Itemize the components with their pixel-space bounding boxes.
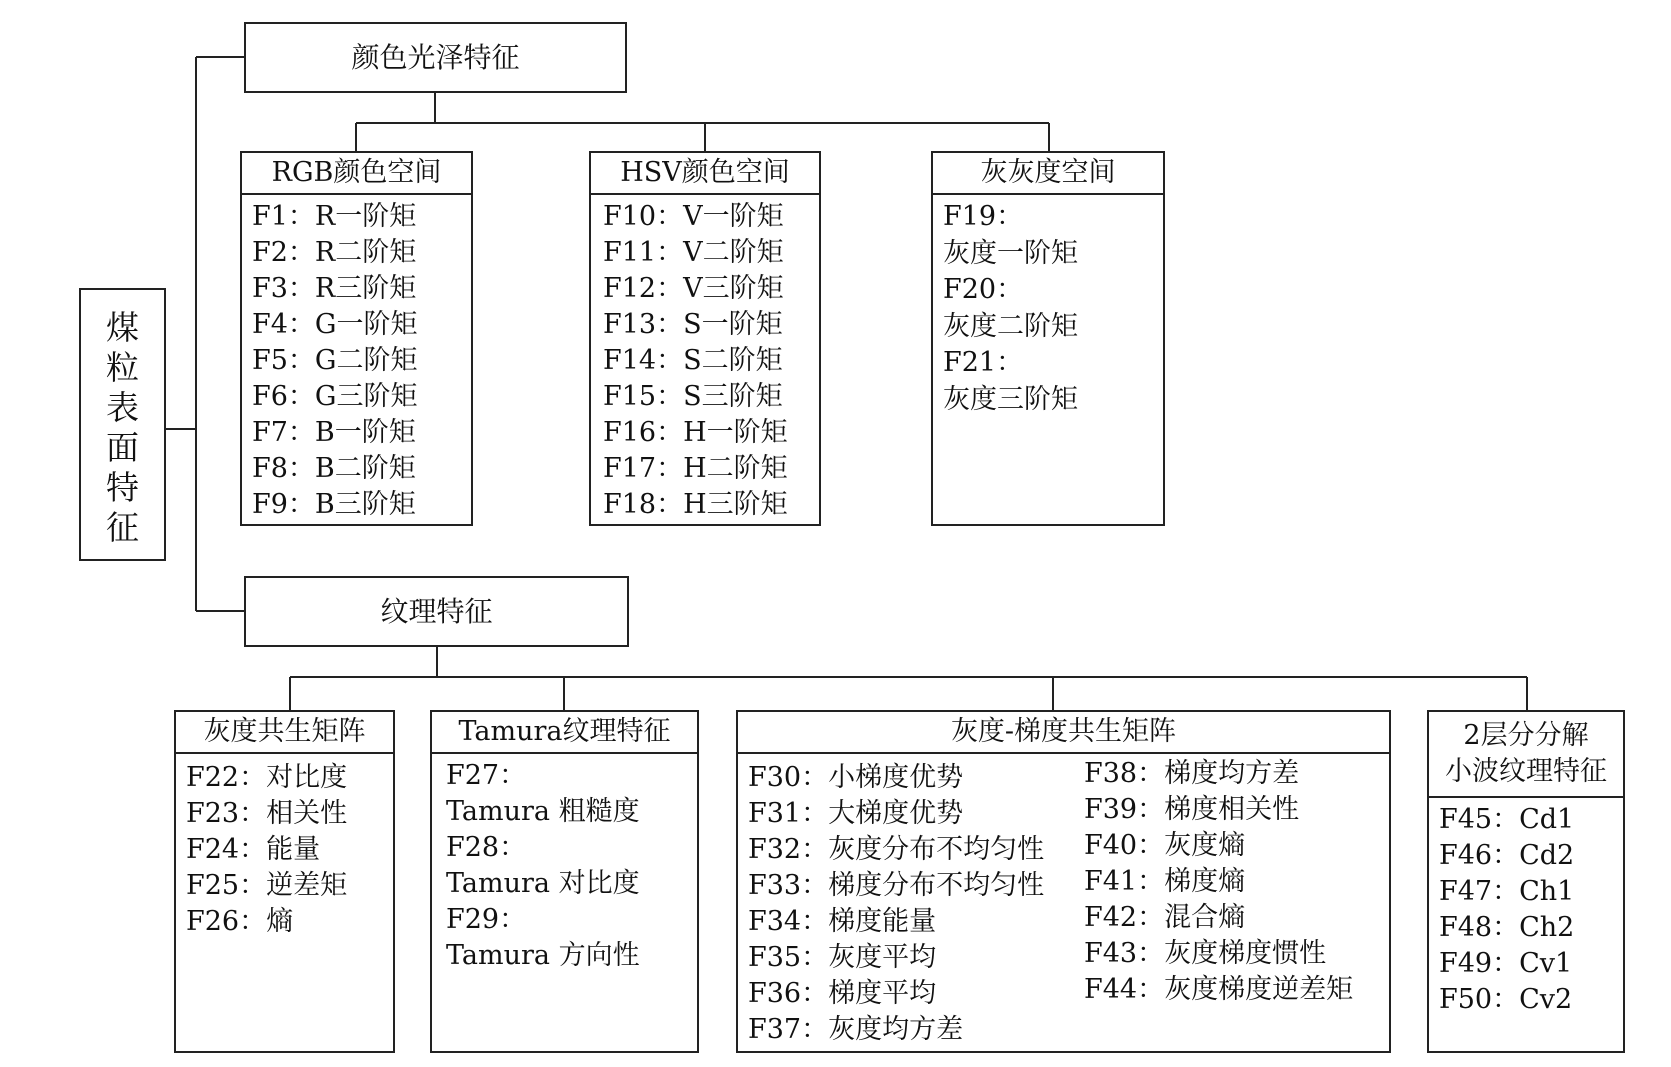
list-item: F50：Cv2 <box>1439 984 1573 1015</box>
list-item: 灰度二阶矩 <box>943 310 1078 342</box>
list-item: F19： <box>943 201 1024 232</box>
list-item: F43：灰度梯度惯性 <box>1084 938 1327 969</box>
wavelet-title-line2: 小波纹理特征 <box>1445 756 1607 787</box>
ggcm-list-right <box>1074 752 1353 1008</box>
list-item: F45：Cd1 <box>1439 804 1575 835</box>
list-item: F39：梯度相关性 <box>1084 794 1300 825</box>
list-item: F42：混合熵 <box>1084 902 1246 933</box>
hsv-list <box>591 195 819 523</box>
tamura-title: Tamura纹理特征 <box>432 712 697 754</box>
rgb-node <box>240 151 473 526</box>
root-node <box>79 288 166 561</box>
list-item: F34：梯度能量 <box>748 906 937 937</box>
ggcm-list-left <box>738 756 1044 1048</box>
list-item: F16：H一阶矩 <box>603 417 788 448</box>
list-item: F27： <box>446 760 527 791</box>
list-item: F38：梯度均方差 <box>1084 758 1300 789</box>
list-item: F29： <box>446 904 527 935</box>
tamura-node <box>430 710 699 1053</box>
list-item: F5：G二阶矩 <box>252 345 418 376</box>
ggcm-title: 灰度-梯度共生矩阵 <box>738 712 1389 754</box>
list-item: F46：Cd2 <box>1439 840 1575 871</box>
list-item: F1：R一阶矩 <box>252 201 417 232</box>
list-item: F31：大梯度优势 <box>748 798 964 829</box>
list-item: F3：R三阶矩 <box>252 273 417 304</box>
tamura-list <box>432 754 697 974</box>
list-item: Tamura 粗糙度 <box>446 796 640 827</box>
gray-space-node <box>931 151 1165 526</box>
root-label: 煤 粒 表 面 特 征 <box>106 308 139 547</box>
list-item: F18：H三阶矩 <box>603 489 788 520</box>
list-item: 灰度三阶矩 <box>943 383 1078 415</box>
wavelet-list <box>1429 798 1623 1018</box>
glcm-title: 灰度共生矩阵 <box>176 712 393 754</box>
list-item: F26：熵 <box>186 906 294 937</box>
texture-feature-title: 纹理特征 <box>380 595 493 628</box>
list-item: F4：G一阶矩 <box>252 309 418 340</box>
list-item: F35：灰度平均 <box>748 942 937 973</box>
wavelet-title <box>1429 712 1623 798</box>
list-item: Tamura 方向性 <box>446 940 640 971</box>
list-item: F32：灰度分布不均匀性 <box>748 834 1045 865</box>
list-item: F15：S三阶矩 <box>603 381 783 412</box>
list-item: 灰度一阶矩 <box>943 237 1078 269</box>
list-item: F36：梯度平均 <box>748 978 937 1009</box>
list-item: F21： <box>943 347 1024 378</box>
list-item: F40：灰度熵 <box>1084 830 1246 861</box>
ggcm-node <box>736 710 1391 1053</box>
wavelet-node <box>1427 710 1625 1053</box>
wavelet-title-line1: 2层分分解 <box>1463 720 1589 751</box>
list-item: F6：G三阶矩 <box>252 381 418 412</box>
list-item: F22：对比度 <box>186 762 348 793</box>
rgb-list <box>242 195 471 523</box>
list-item: F37：灰度均方差 <box>748 1014 964 1045</box>
list-item: F48：Ch2 <box>1439 912 1575 943</box>
list-item: F30：小梯度优势 <box>748 762 964 793</box>
list-item: F7：B一阶矩 <box>252 417 416 448</box>
list-item: F11：V二阶矩 <box>603 237 784 268</box>
gray-space-list <box>933 195 1163 418</box>
list-item: F17：H二阶矩 <box>603 453 788 484</box>
list-item: F12：V三阶矩 <box>603 273 784 304</box>
list-item: F24：能量 <box>186 834 321 865</box>
list-item: F13：S一阶矩 <box>603 309 783 340</box>
list-item: F9：B三阶矩 <box>252 489 416 520</box>
rgb-title: RGB颜色空间 <box>242 153 471 195</box>
color-feature-title: 颜色光泽特征 <box>351 41 520 74</box>
list-item: F14：S二阶矩 <box>603 345 783 376</box>
list-item: F28： <box>446 832 527 863</box>
list-item: F47：Ch1 <box>1439 876 1575 907</box>
list-item: F8：B二阶矩 <box>252 453 416 484</box>
texture-feature-node <box>244 576 629 647</box>
list-item: Tamura 对比度 <box>446 868 640 899</box>
list-item: F33：梯度分布不均匀性 <box>748 870 1045 901</box>
list-item: F44：灰度梯度逆差矩 <box>1084 974 1354 1005</box>
list-item: F20： <box>943 274 1024 305</box>
list-item: F23：相关性 <box>186 798 348 829</box>
list-item: F49：Cv1 <box>1439 948 1573 979</box>
glcm-list <box>176 754 393 940</box>
hsv-title: HSV颜色空间 <box>591 153 819 195</box>
gray-space-title: 灰灰度空间 <box>933 153 1163 195</box>
list-item: F2：R二阶矩 <box>252 237 417 268</box>
hsv-node <box>589 151 821 526</box>
list-item: F25：逆差矩 <box>186 870 348 901</box>
list-item: F10：V一阶矩 <box>603 201 784 232</box>
list-item: F41：梯度熵 <box>1084 866 1246 897</box>
color-feature-node <box>244 22 627 93</box>
glcm-node <box>174 710 395 1053</box>
